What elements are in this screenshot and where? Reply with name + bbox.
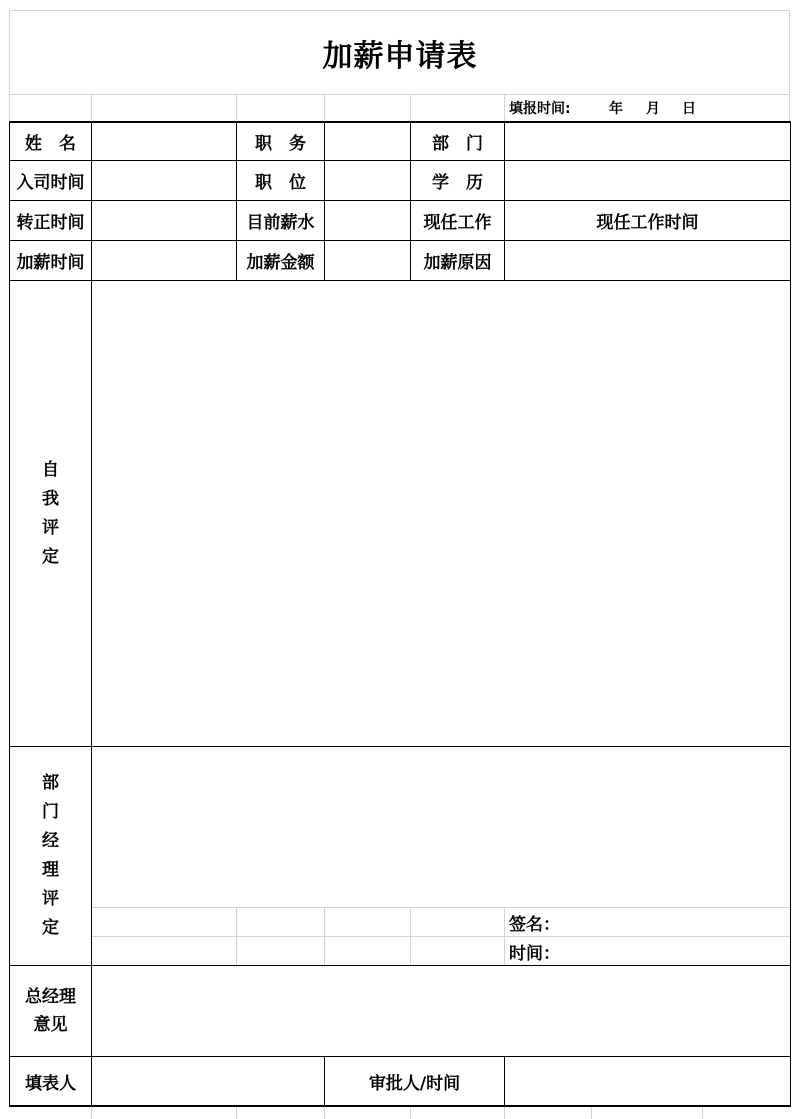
raise-date-field[interactable] xyxy=(92,241,236,280)
date-day-label: 日 xyxy=(682,101,696,117)
gm-opinion-label xyxy=(10,966,91,1056)
signature-field[interactable] xyxy=(570,908,790,936)
form-title: 加薪申请表 xyxy=(322,38,478,74)
gridline xyxy=(410,1106,411,1119)
manager-eval-char: 部 xyxy=(42,773,59,793)
raise-reason-label: 加薪原因 xyxy=(423,253,492,273)
current-salary-label: 目前薪水 xyxy=(246,213,315,233)
approver-label: 审批人/时间 xyxy=(368,1073,461,1094)
position-label: 职 位 xyxy=(255,173,306,193)
gridline xyxy=(91,94,92,121)
gridline xyxy=(591,1106,592,1119)
filler-label: 填表人 xyxy=(25,1073,76,1094)
position-field[interactable] xyxy=(325,161,410,200)
self-eval-char: 我 xyxy=(42,488,59,509)
date-year-label: 年 xyxy=(609,101,623,117)
regular-date-field[interactable] xyxy=(92,201,236,240)
duty-label: 职 务 xyxy=(255,134,306,154)
manager-eval-char: 经 xyxy=(42,831,59,851)
self-eval-char: 评 xyxy=(42,517,59,538)
date-month-label: 月 xyxy=(646,101,660,117)
gridline xyxy=(324,1106,325,1119)
gridline xyxy=(324,907,325,965)
manager-evaluation-field[interactable] xyxy=(92,747,790,907)
education-field[interactable] xyxy=(505,161,790,200)
manager-eval-char: 理 xyxy=(42,860,59,880)
name-field[interactable] xyxy=(92,123,236,160)
gridline xyxy=(504,1106,505,1119)
filler-field[interactable] xyxy=(92,1057,324,1105)
approver-field[interactable] xyxy=(505,1057,790,1105)
gridline xyxy=(9,94,790,95)
gridline xyxy=(236,907,237,965)
border-line xyxy=(790,121,791,1107)
time-label: 时间： xyxy=(509,943,560,964)
raise-reason-field[interactable] xyxy=(505,241,790,280)
raise-amount-field[interactable] xyxy=(325,241,410,280)
raise-amount-label: 加薪金额 xyxy=(246,253,315,273)
current-salary-field[interactable] xyxy=(325,201,410,240)
self-evaluation-label xyxy=(10,281,91,746)
border-line xyxy=(9,1105,791,1107)
gm-opinion-field[interactable] xyxy=(92,966,790,1056)
gm-opinion-line: 总经理 xyxy=(25,987,76,1007)
regular-date-label: 转正时间 xyxy=(16,213,85,233)
duty-field[interactable] xyxy=(325,123,410,160)
join-date-label: 入司时间 xyxy=(16,173,85,193)
education-label: 学 历 xyxy=(432,173,483,193)
time-field[interactable] xyxy=(570,937,790,965)
fill-date-label: 填报时间: xyxy=(509,101,571,117)
gridline xyxy=(410,907,411,965)
manager-evaluation-label xyxy=(10,747,91,965)
raise-date-label: 加薪时间 xyxy=(16,253,85,273)
gm-opinion-line: 意见 xyxy=(33,1015,68,1035)
department-label: 部 门 xyxy=(432,134,483,154)
gridline xyxy=(91,1106,92,1119)
gridline xyxy=(702,1106,703,1119)
self-eval-char: 定 xyxy=(42,546,59,567)
current-work-time-label: 现任工作时间 xyxy=(596,213,699,233)
gridline xyxy=(236,1106,237,1119)
manager-eval-char: 门 xyxy=(42,802,59,822)
self-evaluation-field[interactable] xyxy=(92,281,790,746)
manager-eval-char: 评 xyxy=(42,889,59,909)
department-field[interactable] xyxy=(505,123,790,160)
current-work-label: 现任工作 xyxy=(423,213,492,233)
manager-eval-char: 定 xyxy=(42,918,59,938)
join-date-field[interactable] xyxy=(92,161,236,200)
gridline xyxy=(324,94,325,121)
signature-label: 签名： xyxy=(509,914,560,935)
gridline xyxy=(236,94,237,121)
name-label: 姓 名 xyxy=(25,134,76,154)
gridline xyxy=(410,94,411,121)
self-eval-char: 自 xyxy=(42,459,59,480)
